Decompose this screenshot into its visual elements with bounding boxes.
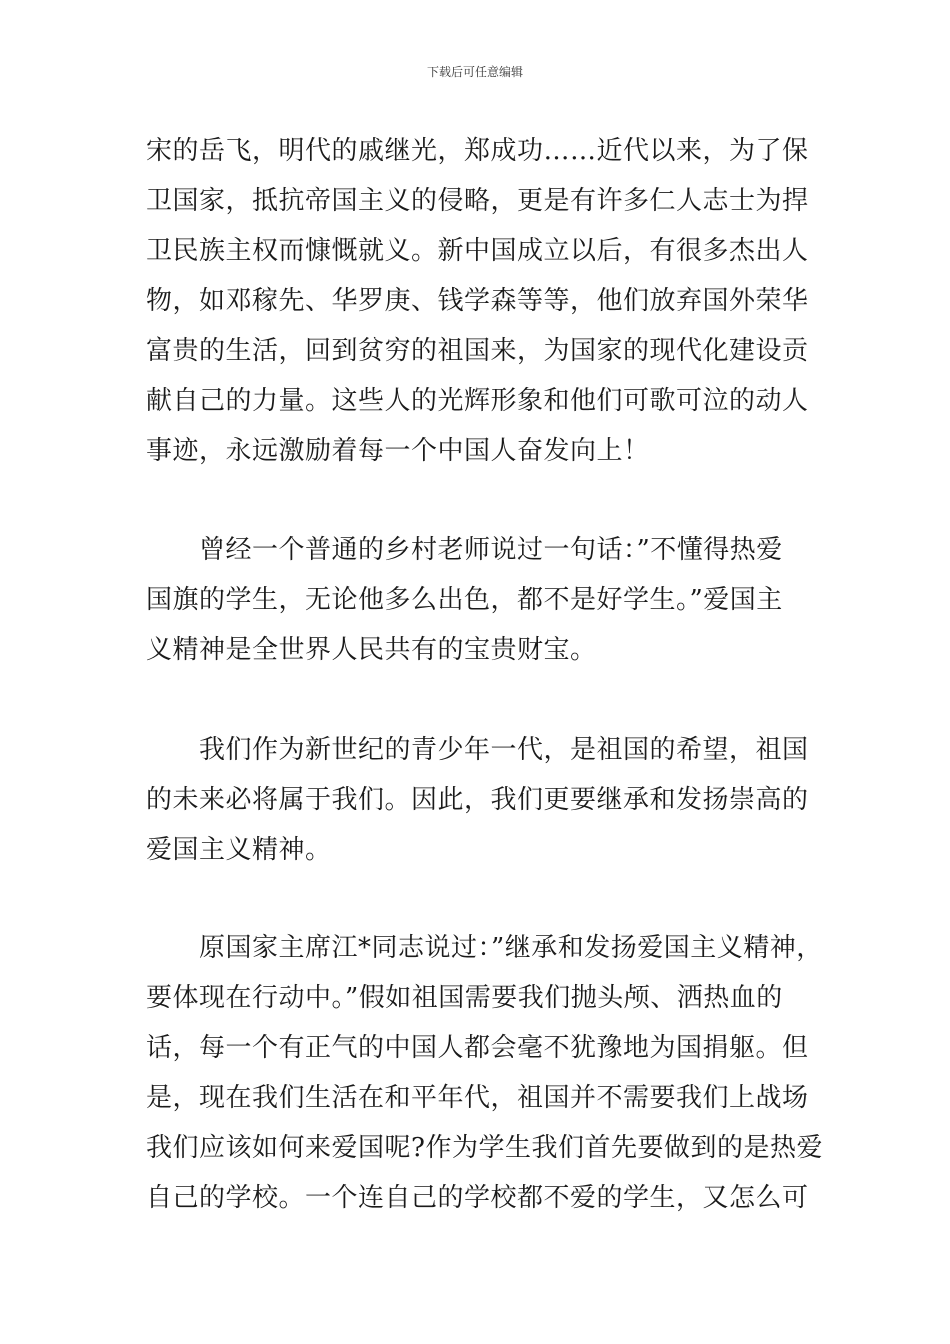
body-text-line: 爱国主义精神。 xyxy=(146,835,332,865)
body-text-line: 自己的学校。一个连自己的学校都不爱的学生，又怎么可 xyxy=(146,1183,809,1213)
body-text-line: 富贵的生活，回到贫穷的祖国来，为国家的现代化建设贡 xyxy=(146,336,809,366)
body-text-line: 义精神是全世界人民共有的宝贵财宝。 xyxy=(146,635,597,665)
page-header-note: 下载后可任意编辑 xyxy=(426,65,523,79)
body-text-line: 卫民族主权而慷慨就义。新中国成立以后，有很多杰出人 xyxy=(146,236,809,266)
body-text-line: 我们应该如何来爱国呢?作为学生我们首先要做到的是热爱 xyxy=(146,1133,823,1163)
body-text-line: 事迹，永远激励着每一个中国人奋发向上！ xyxy=(146,436,650,466)
body-text-line: 原国家主席江*同志说过：”继承和发扬爱国主义精神， xyxy=(146,933,823,963)
body-text-line: 我们作为新世纪的青少年一代，是祖国的希望，祖国 xyxy=(146,735,809,765)
body-text-line: 话，每一个有正气的中国人都会毫不犹豫地为国捐躯。但 xyxy=(146,1033,809,1063)
body-text-line: 国旗的学生，无论他多么出色，都不是好学生。”爱国主 xyxy=(146,585,783,615)
body-text-line: 曾经一个普通的乡村老师说过一句话：”不懂得热爱 xyxy=(146,535,783,565)
body-text-line: 宋的岳飞，明代的戚继光，郑成功……近代以来，为了保 xyxy=(146,136,809,166)
body-text-line: 要体现在行动中。”假如祖国需要我们抛头颅、洒热血的 xyxy=(146,983,783,1013)
body-text-line: 物，如邓稼先、华罗庚、钱学森等等，他们放弃国外荣华 xyxy=(146,286,809,316)
body-text-line: 卫国家，抵抗帝国主义的侵略，更是有许多仁人志士为捍 xyxy=(146,186,809,216)
body-text-line: 的未来必将属于我们。因此，我们更要继承和发扬崇高的 xyxy=(146,785,809,815)
body-text-line: 献自己的力量。这些人的光辉形象和他们可歌可泣的动人 xyxy=(146,386,809,416)
body-text-line: 是，现在我们生活在和平年代，祖国并不需要我们上战场 xyxy=(146,1083,809,1113)
